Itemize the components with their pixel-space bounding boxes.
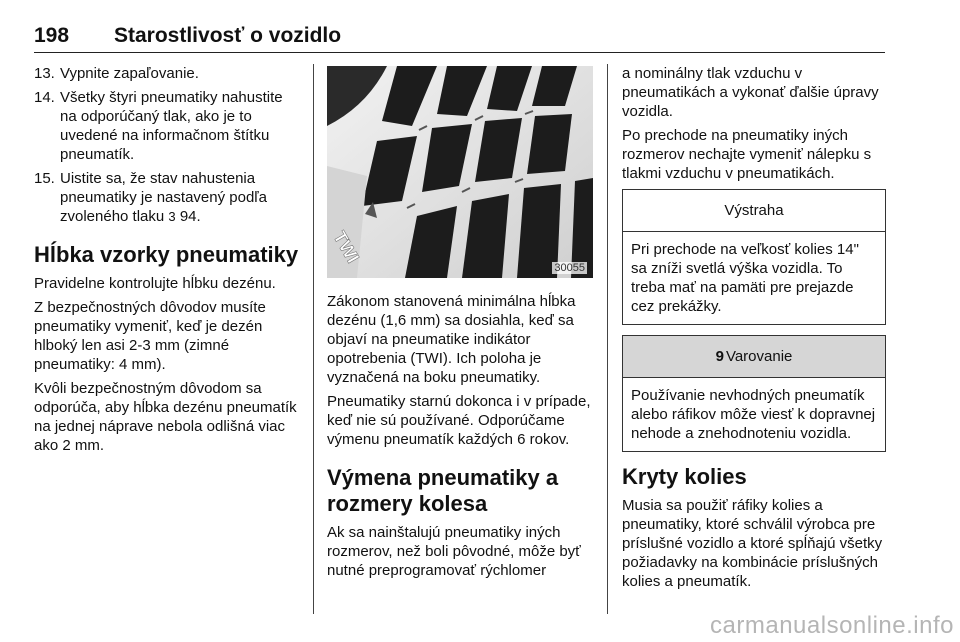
paragraph: Musia sa použiť ráfiky kolies a pneumatiky, ktoré schválil výrobca pre príslušné vozidlo a ktoré spĺňajú všetky požiadavky na kombinácie príslušných kolies a pneumatík. (622, 497, 883, 590)
page-number: 198 (34, 24, 70, 47)
paragraph: Pravidelne kontrolujte hĺbku dezénu. (34, 275, 276, 292)
twi-label: TWI (329, 227, 364, 267)
column-left (34, 64, 302, 460)
page-reference[interactable]: 94. (179, 208, 201, 225)
list-item (34, 169, 302, 226)
page-header (34, 24, 885, 53)
paragraph: Zákonom stanovená minimálna hĺbka dezénu (1,6 mm) sa dosiahla, keď sa objaví na pneumatike indikátor opotrebenia (TWI). Ich poloha je vyznačená na boku pneumatiky. (327, 293, 576, 386)
paragraph: Z bezpečnostných dôvodov musíte pneumatiky vymeniť, keď je dezén hlboký len asi 2-3 mm (zimné pneumatiky: 4 mm). (34, 299, 266, 373)
steps-list (34, 64, 302, 226)
paragraph: Pneumatiky starnú dokonca i v prípade, keď nie sú používané. Odporúčame výmenu pneumatík každých 6 rokov. (327, 393, 591, 448)
warning-triangle-icon: 9 (715, 348, 724, 365)
section-heading: Kryty kolies (622, 464, 747, 489)
tire-tread-image (327, 66, 593, 278)
step-text: Vypnite zapaľovanie. (60, 65, 199, 82)
step-number: 13. (34, 65, 55, 82)
paragraph: Po prechode na pneumatiky iných rozmerov nechajte vymeniť nálepku s tlakmi vzduchu v pneumatikách. (622, 127, 872, 182)
step-text: Uistite sa, že stav nahustenia pneumatiky je nastavený podľa zvoleného tlaku (60, 170, 268, 225)
list-item (34, 64, 302, 83)
warning-header (623, 336, 885, 378)
step-number: 14. (34, 89, 55, 106)
column-middle (327, 292, 595, 585)
notice-title: Výstraha (623, 190, 885, 232)
tire-tread-illustration (327, 66, 593, 278)
column-divider (607, 64, 608, 614)
warning-body: Používanie nevhodných pneumatík alebo ráfikov môže viesť k dopravnej nehode a znehodnoteniu vozidla. (631, 387, 876, 442)
page-reference-icon: 3 (168, 209, 176, 224)
section-heading: Hĺbka vzorky pneumatiky (34, 242, 299, 267)
notice-box (622, 189, 886, 325)
column-right (622, 64, 886, 596)
notice-body: Pri prechode na veľkosť kolies 14" sa zníži svetlá výška vozidla. To treba mať na pamäti pre prejazde cez prekážky. (631, 241, 859, 315)
paragraph: a nominálny tlak vzduchu v pneumatikách a vykonať ďalšie úpravy vozidla. (622, 65, 879, 120)
warning-title: Varovanie (725, 348, 793, 365)
step-number: 15. (34, 170, 55, 187)
watermark: carmanualsonline.info (710, 612, 954, 639)
paragraph: Ak sa nainštalujú pneumatiky iných rozmerov, než boli pôvodné, môže byť nutné preprogramovať rýchlomer (327, 524, 581, 579)
paragraph: Kvôli bezpečnostným dôvodom sa odporúča, aby hĺbka dezénu pneumatík na jednej náprave nebola odlišná viac ako 2 mm. (34, 380, 297, 454)
figure-number: 30055 (554, 262, 585, 274)
list-item (34, 88, 302, 164)
step-text: Všetky štyri pneumatiky nahustite na odporúčaný tlak, ako je to uvedené na informačnom štítku pneumatík. (60, 89, 283, 163)
section-heading: Výmena pneumatiky a rozmery kolesa (327, 465, 559, 516)
page-title: Starostlivosť o vozidlo (114, 24, 342, 47)
column-divider (313, 64, 314, 614)
warning-box (622, 335, 886, 452)
